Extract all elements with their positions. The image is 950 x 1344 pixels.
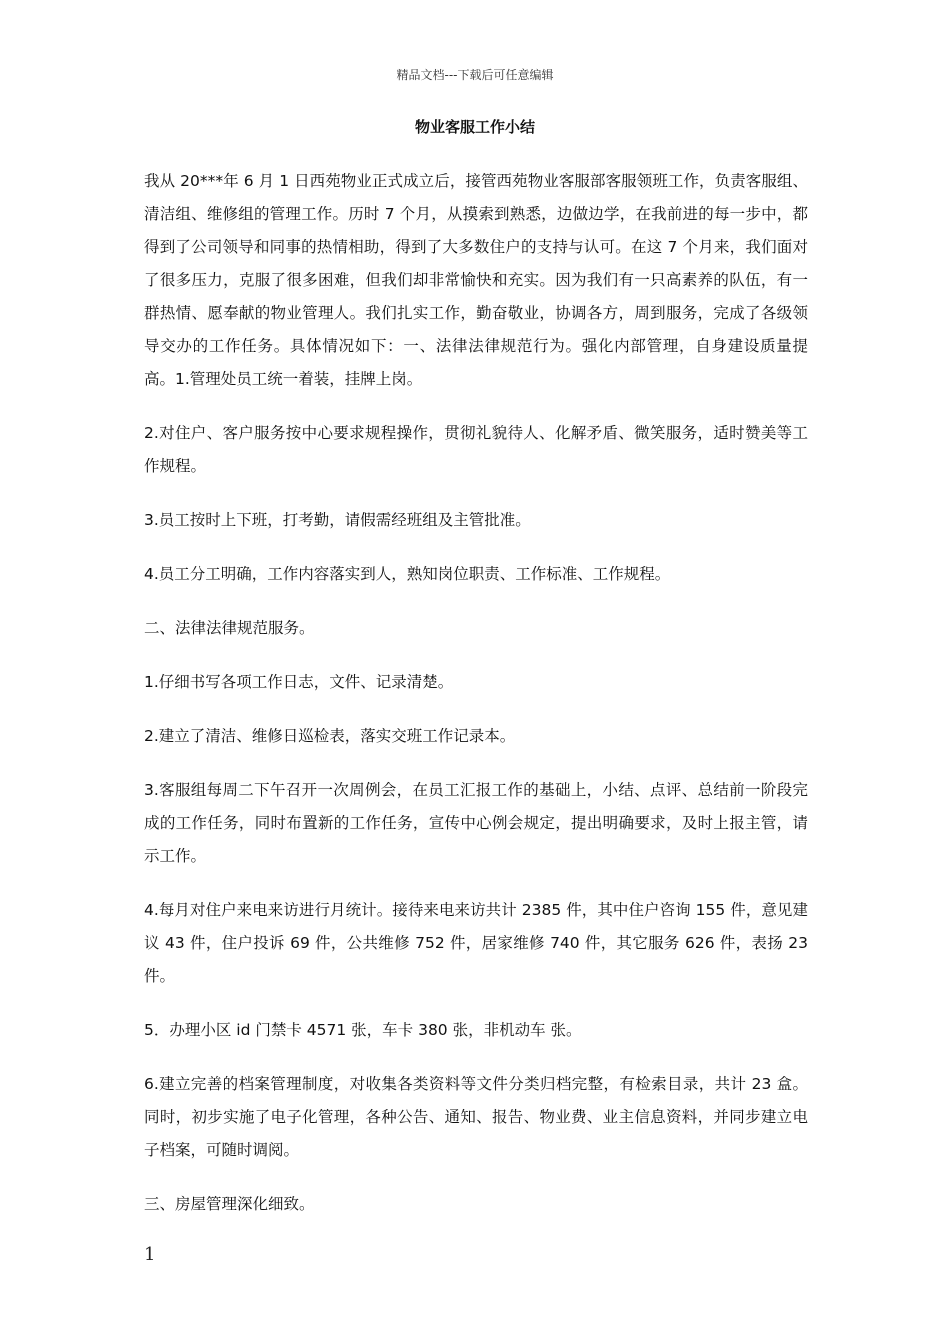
document-body <box>144 165 808 1242</box>
paragraph-9: 4.每月对住户来电来访进行月统计。接待来电来访共计 2385 件，其中住户咨询 155 件，意见建议 43 件，住户投诉 69 件，公共维修 752 件，居家维修 740 件，其它服务 626 件，表扬 23 件。 <box>144 901 808 985</box>
paragraph-11: 6.建立完善的档案管理制度，对收集各类资料等文件分类归档完整，有检索目录，共计 23 盒。同时，初步实施了电子化管理，各种公告、通知、报告、物业费、业主信息资料，并同步建立电子档案，可随时调阅。 <box>144 1075 808 1159</box>
section-heading-2: 二、法律法律规范服务。 <box>144 619 315 637</box>
section-heading-3: 三、房屋管理深化细致。 <box>144 1195 315 1213</box>
paragraph-7: 2.建立了清洁、维修日巡检表，落实交班工作记录本。 <box>144 727 516 745</box>
document-title: 物业客服工作小结 <box>414 118 535 136</box>
paragraph-3: 3.员工按时上下班，打考勤，请假需经班组及主管批准。 <box>144 511 531 529</box>
page-number: 1 <box>144 1244 156 1265</box>
paragraph-intro: 我从 20***年 6 月 1 日西苑物业正式成立后，接管西苑物业客服部客服领班工作，负责客服组、清洁组、维修组的管理工作。历时 7 个月，从摸索到熟悉，边做边学，在我前进的每一步中，都得到了公司领导和同事的热情相助，得到了大多数住户的支持与认可。在这 7 个月来，我们面对了很多压力，克服了很多困难，但我们却非常愉快和充实。因为我们有一只高素养的队伍，有一群热情、愿奉献的物业管理人。我们扎实工作，勤奋敬业，协调各方，周到服务，完成了各级领导交办的工作任务。具体情况如下：一、法律法律规范行为。强化内部管理，自身建设质量提高。1.管理处员工统一着装，挂牌上岗。 <box>144 172 808 388</box>
document-header: 精品文档---下载后可任意编辑 <box>396 68 554 82</box>
paragraph-4: 4.员工分工明确，工作内容落实到人，熟知岗位职责、工作标准、工作规程。 <box>144 565 671 583</box>
paragraph-6: 1.仔细书写各项工作日志，文件、记录清楚。 <box>144 673 454 691</box>
paragraph-8: 3.客服组每周二下午召开一次周例会，在员工汇报工作的基础上，小结、点评、总结前一阶段完成的工作任务，同时布置新的工作任务，宣传中心例会规定，提出明确要求，及时上报主管，请示工作。 <box>144 781 808 865</box>
paragraph-10: 5．办理小区 id 门禁卡 4571 张，车卡 380 张，非机动车 张。 <box>144 1021 582 1039</box>
paragraph-2: 2.对住户、客户服务按中心要求规程操作，贯彻礼貌待人、化解矛盾、微笑服务，适时赞美等工作规程。 <box>144 424 808 475</box>
